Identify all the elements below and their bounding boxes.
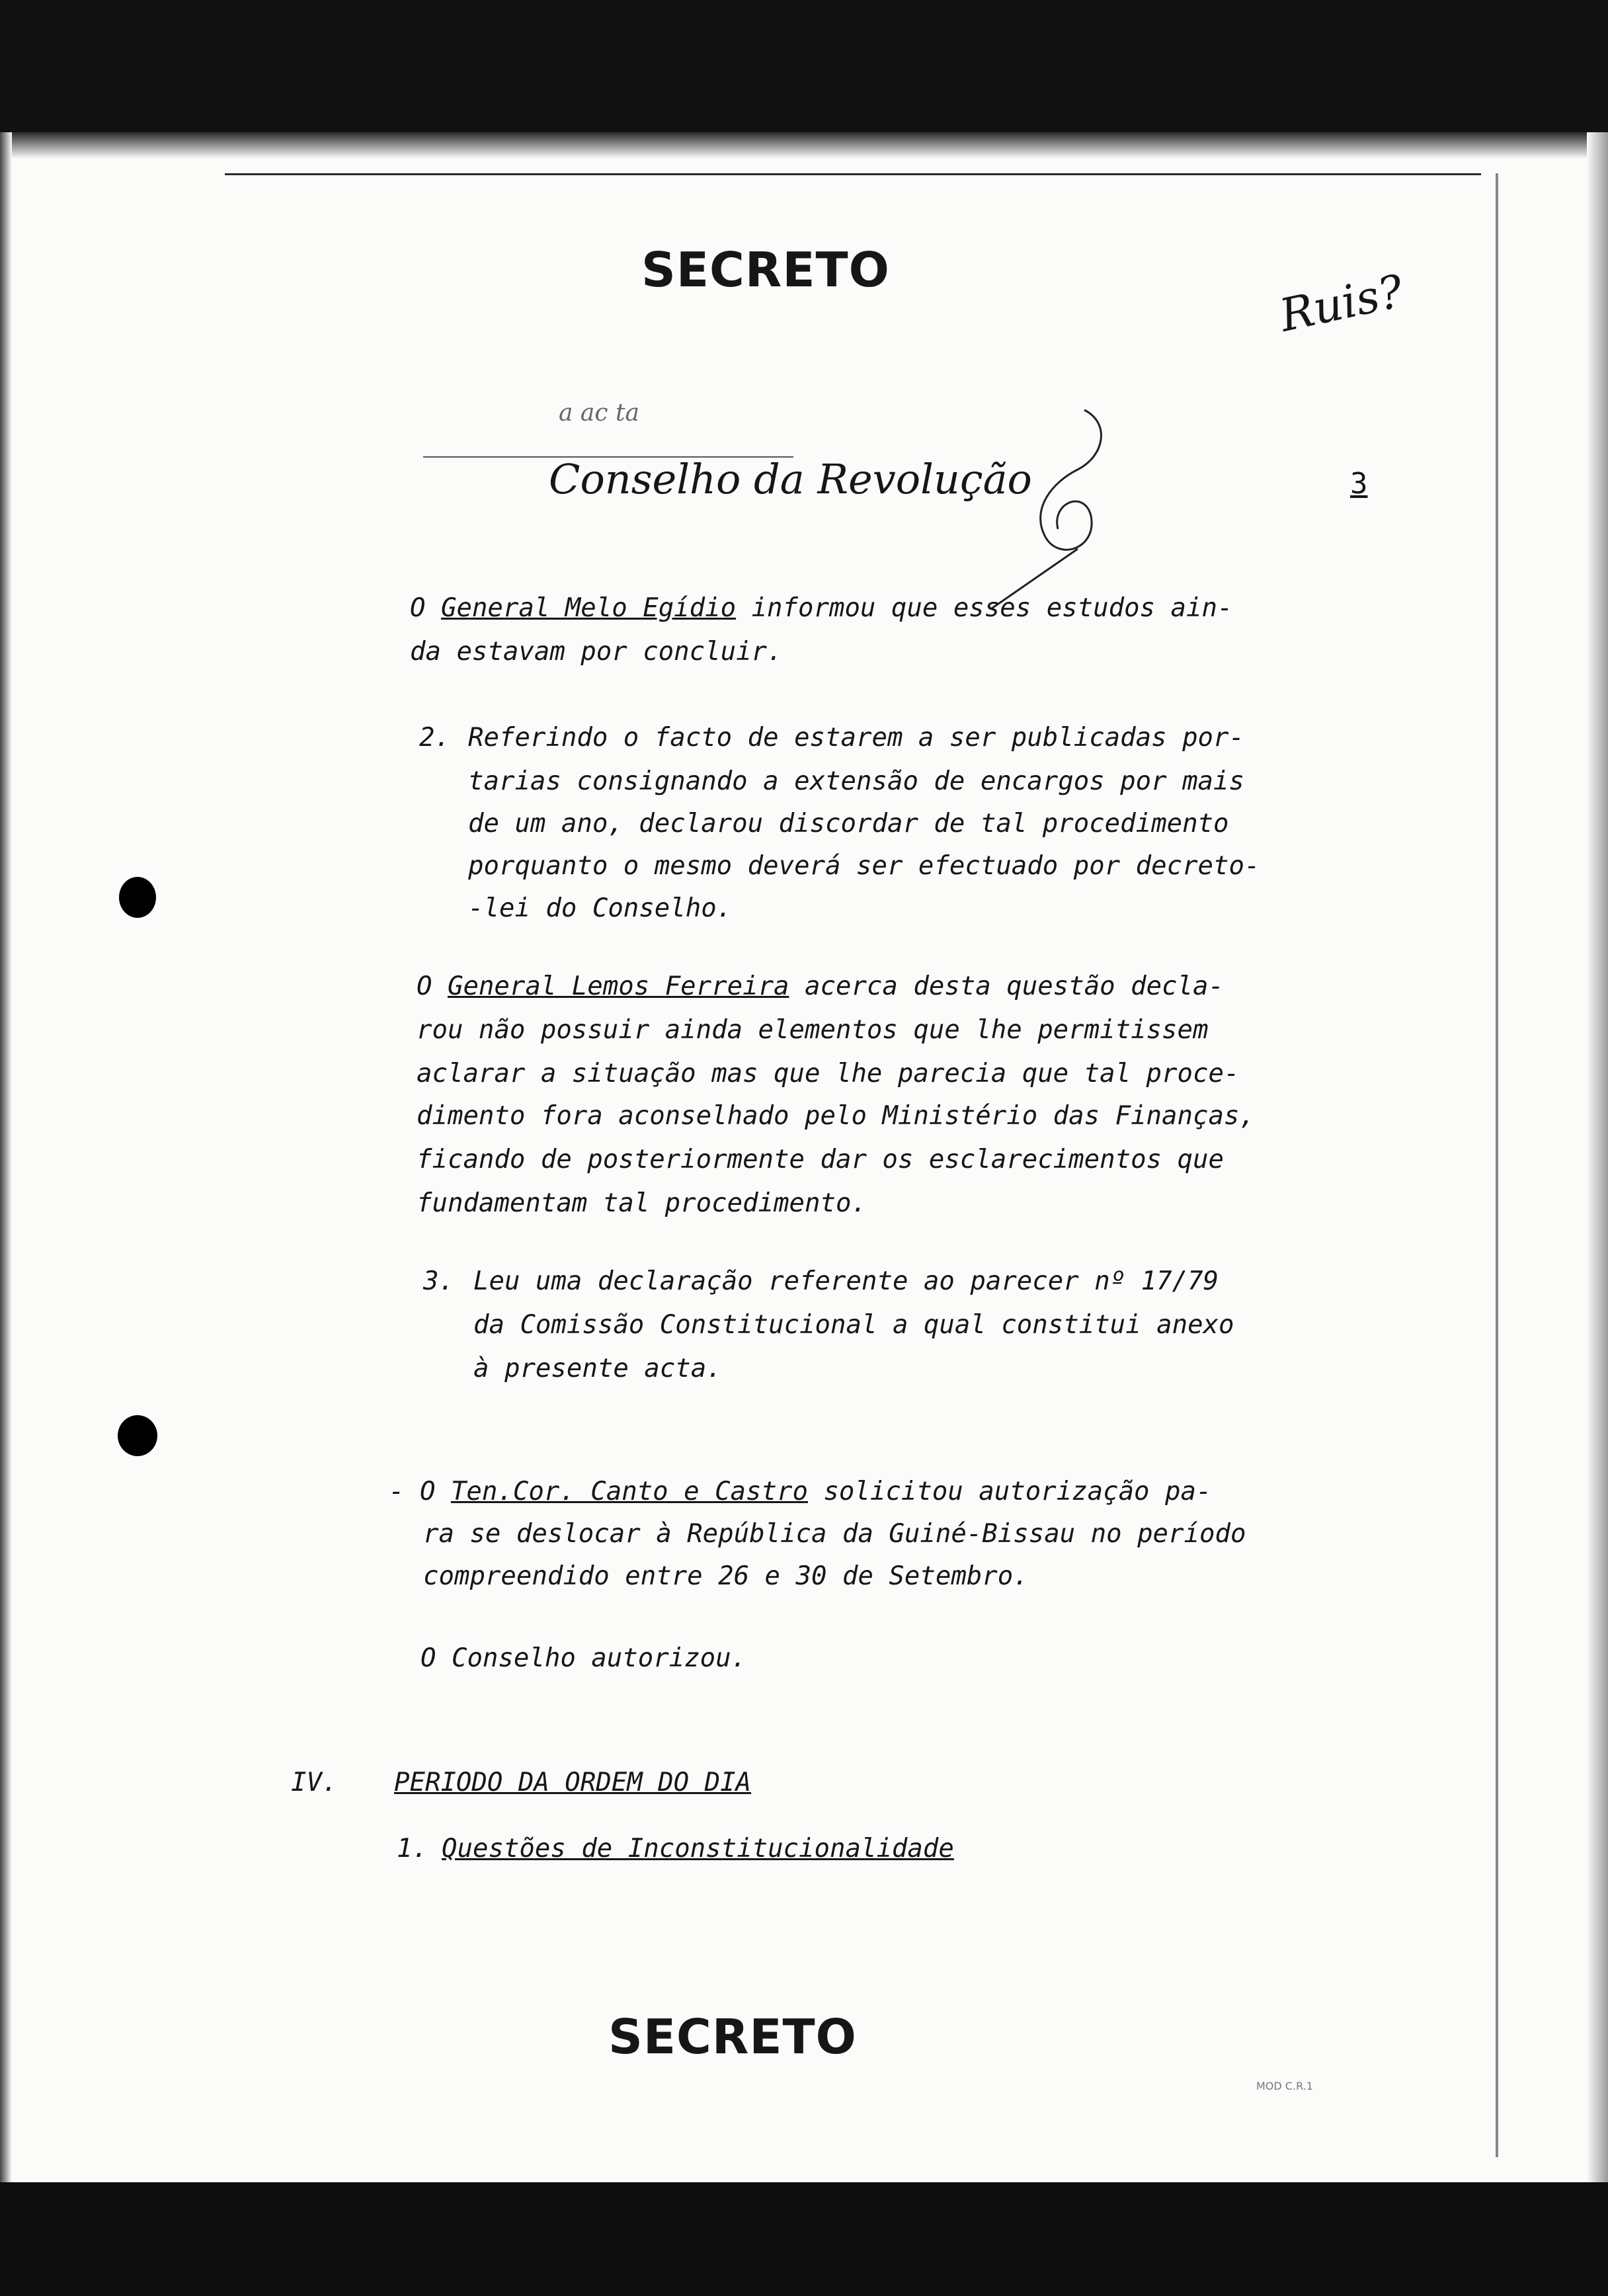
p1-line1: O General Melo Egídio informou que esses estudos ain- — [410, 593, 1233, 623]
p2-line4: porquanto o mesmo deverá ser efectuado por decreto- — [468, 851, 1260, 881]
p3-line5: ficando de posteriormente dar os esclarecimentos que — [417, 1145, 1224, 1174]
p4-line2: da Comissão Constitucional a qual constitui anexo — [473, 1310, 1234, 1340]
p3-line2: rou não possuir ainda elementos que lhe permitissem — [417, 1015, 1209, 1045]
p5-line2: ra se deslocar à República da Guiné-Bissau no período — [423, 1519, 1246, 1549]
p3-line1: O General Lemos Ferreira acerca desta questão decla- — [417, 971, 1224, 1001]
p3-line4: dimento fora aconselhado pelo Ministério das Finanças, — [417, 1101, 1255, 1131]
item1-title: Questões de Inconstitucionalidade — [442, 1834, 954, 1864]
p3-line3: aclarar a situação mas que lhe parecia que tal proce- — [417, 1059, 1240, 1088]
p3-line6: fundamentam tal procedimento. — [417, 1188, 867, 1218]
page-top-rule — [225, 173, 1481, 175]
scan-shadow-left — [0, 132, 12, 2182]
scan-border-top — [0, 0, 1608, 132]
p4-line3: à presente acta. — [473, 1354, 722, 1383]
p2-line3: de um ano, declarou discordar de tal procedimento — [468, 809, 1229, 839]
p5-line3: compreendido entre 26 e 30 de Setembro. — [423, 1561, 1029, 1591]
punch-hole-lower — [118, 1415, 157, 1456]
p2-number: 2. — [419, 723, 450, 753]
scan-shadow-right — [1587, 132, 1608, 2182]
scan-border-bottom — [0, 2182, 1608, 2296]
speaker-name: General Melo Egídio — [440, 593, 737, 623]
p1-line2: da estavam por concluir. — [410, 637, 783, 667]
p4-line1: Leu uma declaração referente ao parecer nº 17/79 — [473, 1266, 1219, 1296]
item1-number: 1. — [397, 1834, 428, 1864]
header-faint-line: a ac ta — [559, 399, 639, 427]
classification-top: SECRETO — [641, 242, 890, 298]
signature-scribble — [979, 397, 1137, 608]
p2-line2: tarias consignando a extensão de encargos por mais — [468, 766, 1244, 796]
section-number: IV. — [291, 1768, 338, 1797]
council-letterhead: Conselho da Revolução — [549, 455, 1032, 503]
form-code: MOD C.R.1 — [1256, 2080, 1313, 2092]
p5-line1: - O Ten.Cor. Canto e Castro solicitou autorização pa- — [389, 1477, 1212, 1506]
speaker-name: Ten.Cor. Canto e Castro — [450, 1477, 808, 1506]
p2-line1: Referindo o facto de estarem a ser publicadas por- — [468, 723, 1244, 753]
page-right-rule — [1496, 173, 1498, 2157]
punch-hole-upper — [119, 877, 156, 918]
handwritten-rubric: Ruis? — [1275, 265, 1408, 343]
p4-number: 3. — [423, 1266, 454, 1296]
p6-line1: O Conselho autorizou. — [421, 1643, 747, 1673]
page-number: 3 — [1350, 467, 1368, 501]
classification-bottom: SECRETO — [608, 2009, 857, 2065]
speaker-name: General Lemos Ferreira — [447, 971, 789, 1001]
section-title: PERIODO DA ORDEM DO DIA — [394, 1768, 752, 1797]
scan-shadow-top — [0, 132, 1608, 159]
p2-line5: -lei do Conselho. — [468, 893, 733, 923]
